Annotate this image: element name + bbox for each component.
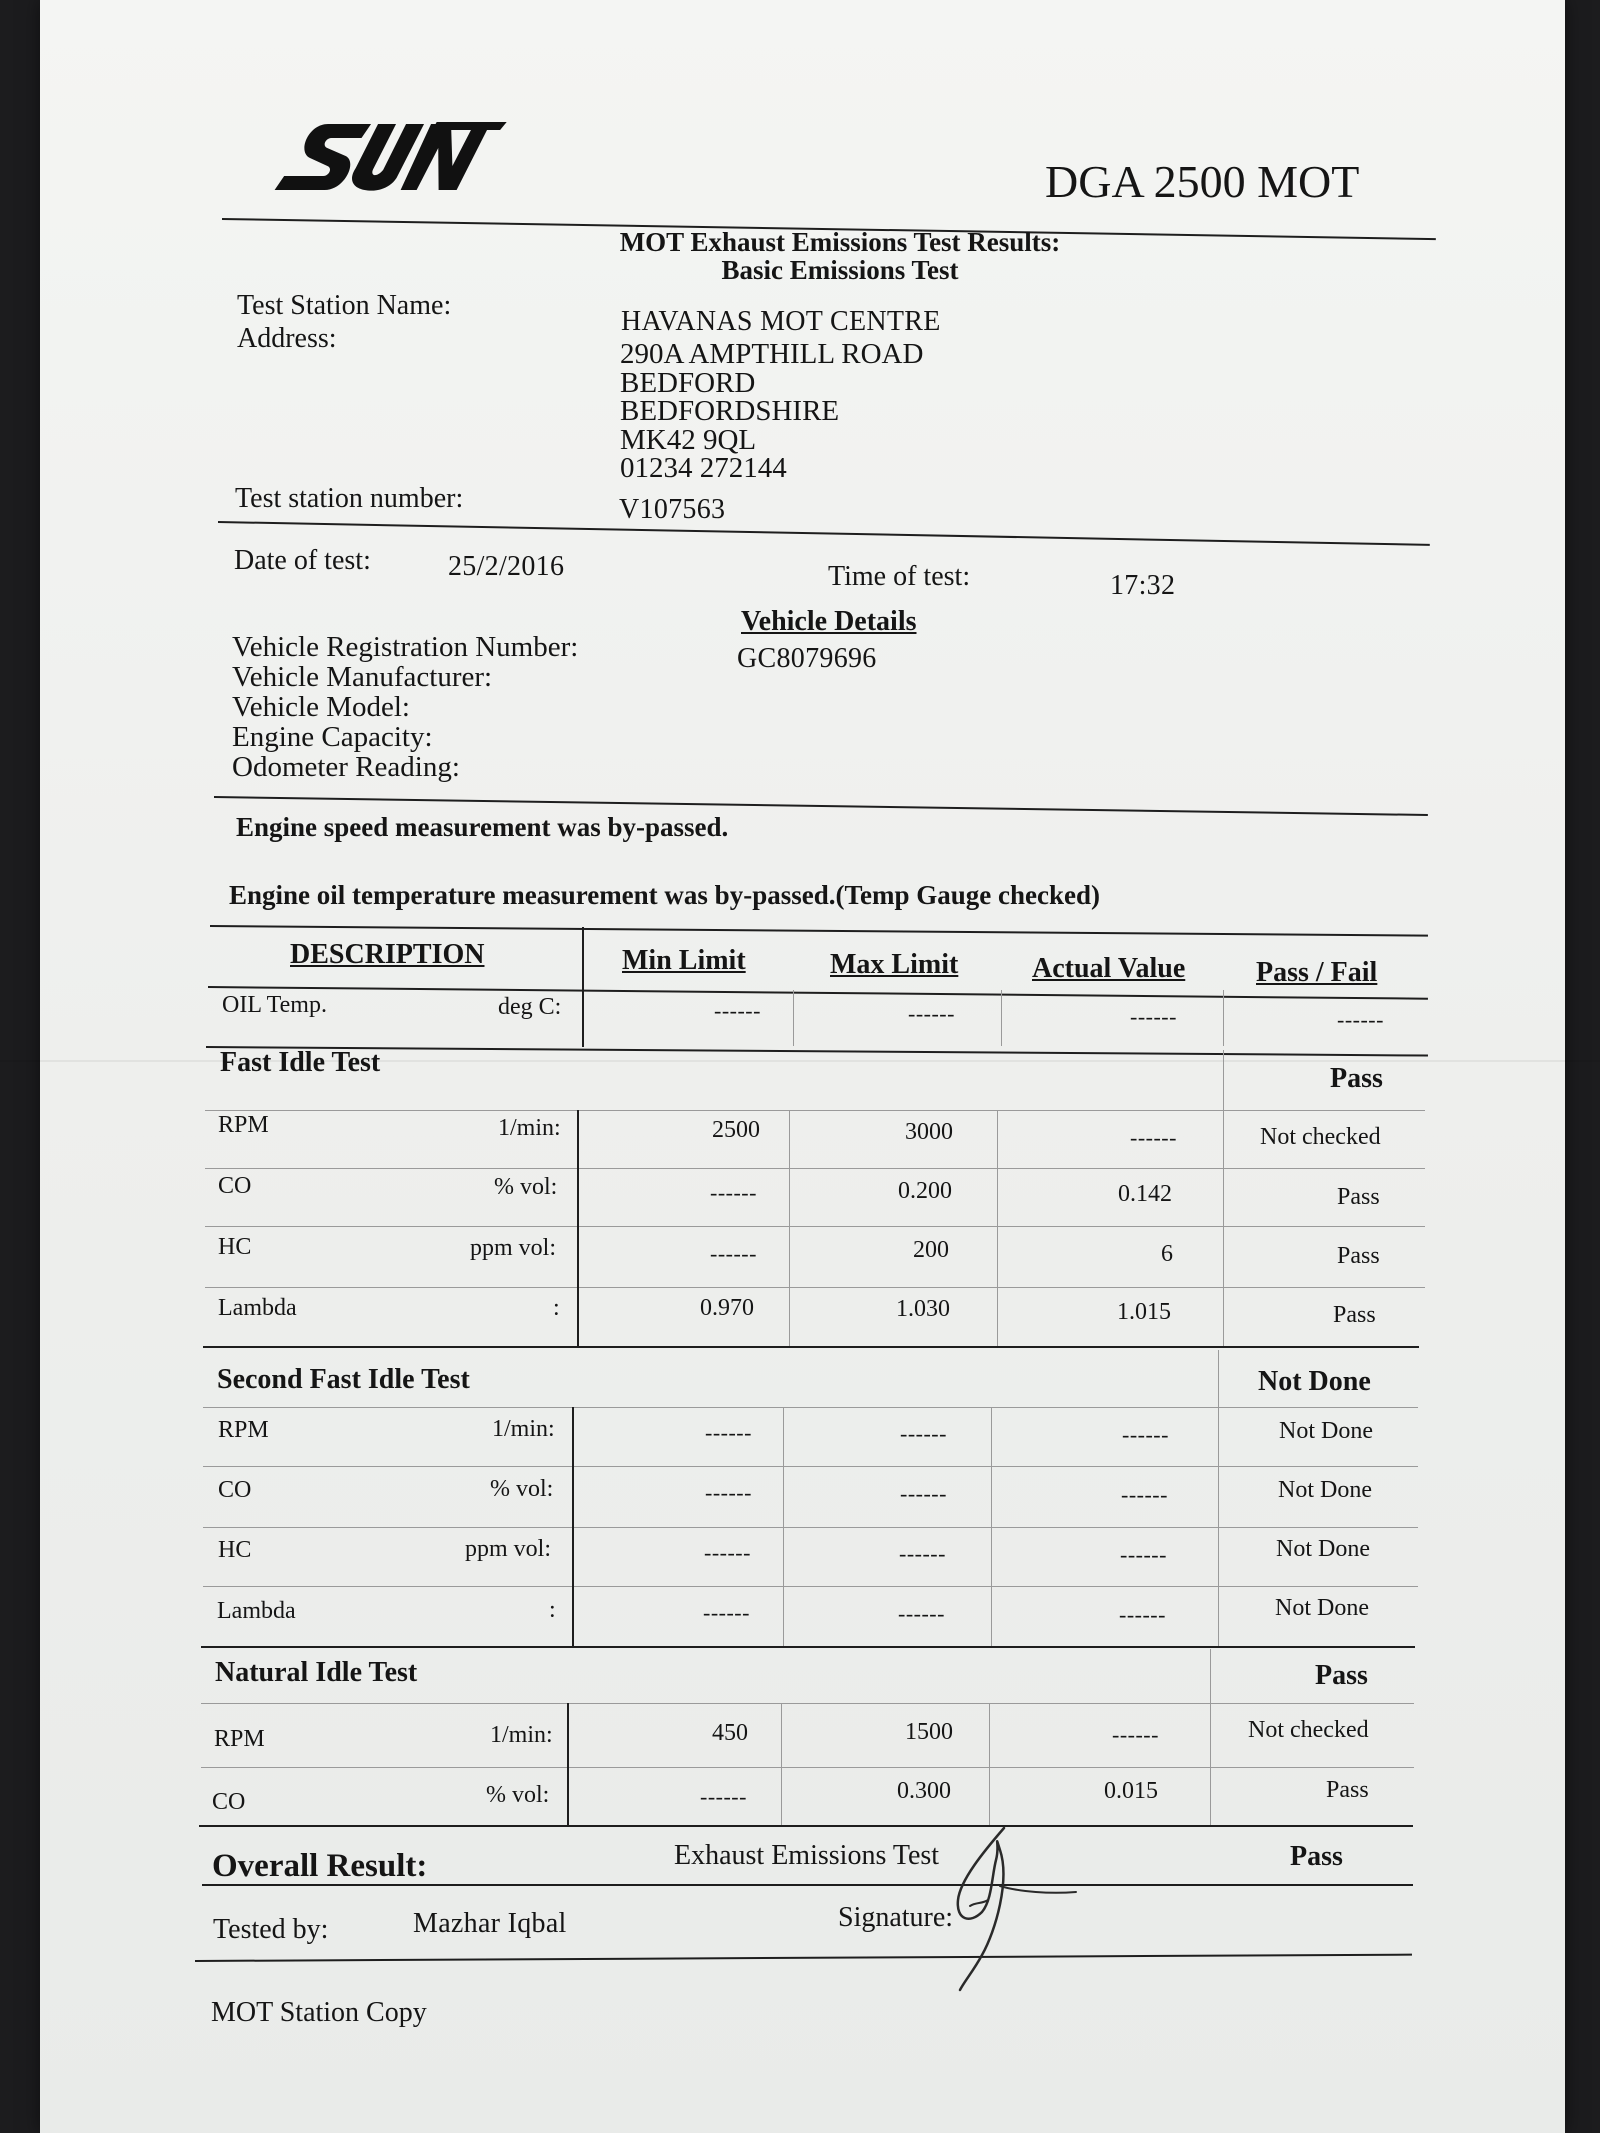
fast-idle-lambda-name: Lambda	[218, 1295, 297, 1321]
second-idle-lambda-actual: ------	[1119, 1602, 1166, 1627]
overall-test-name: Exhaust Emissions Test	[674, 1840, 940, 1871]
tested-by-label: Tested by:	[213, 1914, 329, 1945]
overall-result: Pass	[1290, 1841, 1343, 1872]
oil-temp-max: ------	[908, 1001, 955, 1026]
natural-idle-rpm-result: Not checked	[1248, 1717, 1369, 1743]
second-idle-rpm-unit: 1/min:	[492, 1416, 555, 1442]
second-idle-lambda-max: ------	[898, 1601, 945, 1626]
table-rule	[199, 1825, 1413, 1827]
document-title	[570, 228, 1110, 284]
table-rule	[201, 1703, 1414, 1704]
oil-temp-unit: deg C:	[498, 994, 562, 1020]
fast-idle-title: Fast Idle Test	[220, 1047, 381, 1078]
oil-temp-name: OIL Temp.	[222, 992, 327, 1018]
table-column-rule	[991, 1407, 992, 1646]
table-column-rule	[582, 927, 584, 1047]
station-name: HAVANAS MOT CENTRE	[621, 306, 941, 337]
address-line: MK42 9QL	[620, 423, 757, 456]
fast-idle-lambda-unit: :	[553, 1295, 560, 1321]
header-actual-value: Actual Value	[1032, 953, 1186, 984]
header-max-limit: Max Limit	[830, 949, 959, 980]
fast-idle-rpm-actual: ------	[1130, 1125, 1177, 1150]
table-rule	[203, 1586, 1418, 1587]
header-description: DESCRIPTION	[290, 939, 485, 970]
natural-idle-title: Natural Idle Test	[215, 1657, 418, 1688]
address-line: 290A AMPTHILL ROAD	[620, 338, 924, 370]
natural-idle-co-min: ------	[700, 1784, 747, 1809]
signature-label: Signature:	[838, 1902, 954, 1933]
second-idle-hc-result: Not Done	[1276, 1536, 1370, 1562]
fast-idle-lambda-min: 0.970	[700, 1295, 754, 1321]
second-idle-lambda-min: ------	[703, 1600, 750, 1625]
fast-idle-lambda-actual: 1.015	[1117, 1299, 1171, 1325]
fast-idle-hc-name: HC	[218, 1234, 252, 1260]
natural-idle-rpm-name: RPM	[214, 1726, 265, 1752]
fast-idle-co-name: CO	[218, 1173, 252, 1199]
table-rule	[205, 1287, 1425, 1288]
date-label: Date of test:	[234, 545, 371, 576]
fast-idle-lambda-max: 1.030	[896, 1296, 950, 1322]
table-rule	[203, 1346, 1419, 1348]
vehicle-label: Vehicle Registration Number:	[232, 631, 579, 663]
overall-result-label: Overall Result:	[212, 1848, 428, 1884]
second-idle-co-result: Not Done	[1278, 1477, 1372, 1503]
second-idle-lambda-unit: :	[549, 1597, 556, 1623]
signature	[930, 1820, 1090, 2000]
table-rule	[203, 1407, 1418, 1408]
test-date: 25/2/2016	[448, 551, 565, 582]
table-column-rule	[577, 1110, 579, 1346]
second-idle-co-name: CO	[218, 1477, 252, 1503]
address-label: Address:	[237, 323, 337, 354]
vehicle-details-heading: Vehicle Details	[741, 606, 917, 637]
table-column-rule	[572, 1407, 574, 1646]
natural-idle-rpm-max: 1500	[905, 1719, 953, 1745]
title-line-2: Basic Emissions Test	[721, 255, 959, 285]
station-number: V107563	[619, 494, 726, 525]
oil-temp-actual: ------	[1130, 1004, 1177, 1029]
oil-temp-min: ------	[714, 998, 761, 1023]
second-idle-hc-unit: ppm vol:	[465, 1536, 552, 1562]
fast-idle-hc-min: ------	[710, 1241, 757, 1266]
vehicle-label: Vehicle Model:	[232, 691, 410, 723]
tester-name: Mazhar Iqbal	[413, 1908, 567, 1939]
table-column-rule	[1218, 1350, 1219, 1646]
second-idle-rpm-max: ------	[900, 1421, 947, 1446]
natural-idle-rpm-actual: ------	[1112, 1722, 1159, 1747]
machine-model: DGA 2500 MOT	[1045, 156, 1360, 207]
second-fast-idle-result: Not Done	[1258, 1366, 1371, 1397]
second-idle-co-max: ------	[900, 1481, 947, 1506]
vehicle-labels	[232, 632, 578, 782]
natural-idle-co-name: CO	[212, 1789, 246, 1815]
table-column-rule	[793, 990, 794, 1046]
table-column-rule	[1223, 990, 1224, 1046]
table-rule	[205, 1110, 1425, 1111]
fast-idle-rpm-unit: 1/min:	[498, 1115, 561, 1141]
table-rule	[201, 1646, 1415, 1648]
table-rule	[205, 1168, 1425, 1169]
table-column-rule	[1223, 1050, 1224, 1346]
oil-temp-note: Engine oil temperature measurement was by-passed.(Temp Gauge checked)	[229, 880, 1100, 910]
title-line-1: MOT Exhaust Emissions Test Results:	[619, 227, 1061, 257]
fast-idle-rpm-name: RPM	[218, 1112, 269, 1138]
station-number-label: Test station number:	[235, 483, 464, 514]
fast-idle-co-result: Pass	[1337, 1184, 1380, 1210]
second-fast-idle-title: Second Fast Idle Test	[217, 1364, 470, 1395]
second-idle-rpm-actual: ------	[1122, 1422, 1169, 1447]
oil-temp-result: ------	[1337, 1007, 1384, 1032]
table-column-rule	[783, 1407, 784, 1646]
vehicle-label: Odometer Reading:	[232, 751, 460, 783]
overall-rule	[202, 1884, 1413, 1886]
sun-logo	[268, 118, 518, 198]
fast-idle-rpm-max: 3000	[905, 1119, 953, 1145]
second-idle-rpm-name: RPM	[218, 1417, 269, 1443]
second-idle-rpm-min: ------	[705, 1420, 752, 1445]
table-column-rule	[1210, 1649, 1211, 1825]
fast-idle-hc-actual: 6	[1161, 1241, 1173, 1267]
footer-copy-label: MOT Station Copy	[211, 1997, 427, 2028]
address-line: BEDFORD	[620, 366, 756, 399]
fast-idle-hc-unit: ppm vol:	[470, 1235, 557, 1261]
fast-idle-co-unit: % vol:	[494, 1174, 558, 1200]
natural-idle-co-unit: % vol:	[486, 1782, 550, 1808]
engine-speed-note: Engine speed measurement was by-passed.	[236, 812, 729, 842]
table-column-rule	[781, 1703, 782, 1825]
second-idle-co-actual: ------	[1121, 1482, 1168, 1507]
fast-idle-rpm-result: Not checked	[1260, 1124, 1381, 1150]
table-column-rule	[567, 1703, 569, 1825]
second-idle-lambda-name: Lambda	[217, 1598, 296, 1624]
table-column-rule	[989, 1703, 990, 1825]
second-idle-co-min: ------	[705, 1480, 752, 1505]
second-idle-lambda-result: Not Done	[1275, 1595, 1369, 1621]
test-time: 17:32	[1110, 570, 1176, 601]
header-pass-fail: Pass / Fail	[1256, 957, 1378, 988]
table-rule	[201, 1767, 1414, 1768]
second-idle-rpm-result: Not Done	[1279, 1418, 1373, 1444]
fast-idle-result: Pass	[1330, 1063, 1383, 1094]
table-column-rule	[789, 1110, 790, 1346]
fast-idle-hc-result: Pass	[1337, 1243, 1380, 1269]
vehicle-label: Engine Capacity:	[232, 721, 433, 753]
natural-idle-rpm-min: 450	[712, 1720, 748, 1746]
fast-idle-co-max: 0.200	[898, 1178, 952, 1204]
second-idle-hc-name: HC	[218, 1537, 252, 1563]
station-address	[620, 340, 923, 483]
fast-idle-lambda-result: Pass	[1333, 1302, 1376, 1328]
table-rule	[203, 1527, 1418, 1528]
station-name-label: Test Station Name:	[237, 290, 452, 321]
second-idle-hc-max: ------	[899, 1541, 946, 1566]
header-min-limit: Min Limit	[622, 945, 746, 976]
fast-idle-hc-max: 200	[913, 1237, 949, 1263]
table-column-rule	[997, 1110, 998, 1346]
address-line: BEDFORDSHIRE	[620, 395, 840, 427]
second-idle-hc-min: ------	[704, 1540, 751, 1565]
second-idle-co-unit: % vol:	[490, 1476, 554, 1502]
table-rule	[203, 1466, 1418, 1467]
fast-idle-rpm-min: 2500	[712, 1117, 760, 1143]
table-rule	[205, 1226, 1425, 1227]
time-label: Time of test:	[828, 561, 971, 592]
address-line: 01234 272144	[620, 452, 787, 484]
natural-idle-rpm-unit: 1/min:	[490, 1722, 553, 1748]
second-idle-hc-actual: ------	[1120, 1542, 1167, 1567]
natural-idle-co-max: 0.300	[897, 1778, 951, 1804]
natural-idle-result: Pass	[1315, 1660, 1368, 1691]
vehicle-label: Vehicle Manufacturer:	[232, 661, 493, 693]
table-column-rule	[1001, 990, 1002, 1046]
vehicle-registration: GC8079696	[737, 643, 877, 674]
natural-idle-co-result: Pass	[1326, 1777, 1369, 1803]
fast-idle-co-actual: 0.142	[1118, 1181, 1172, 1207]
fast-idle-co-min: ------	[710, 1180, 757, 1205]
natural-idle-co-actual: 0.015	[1104, 1778, 1158, 1804]
